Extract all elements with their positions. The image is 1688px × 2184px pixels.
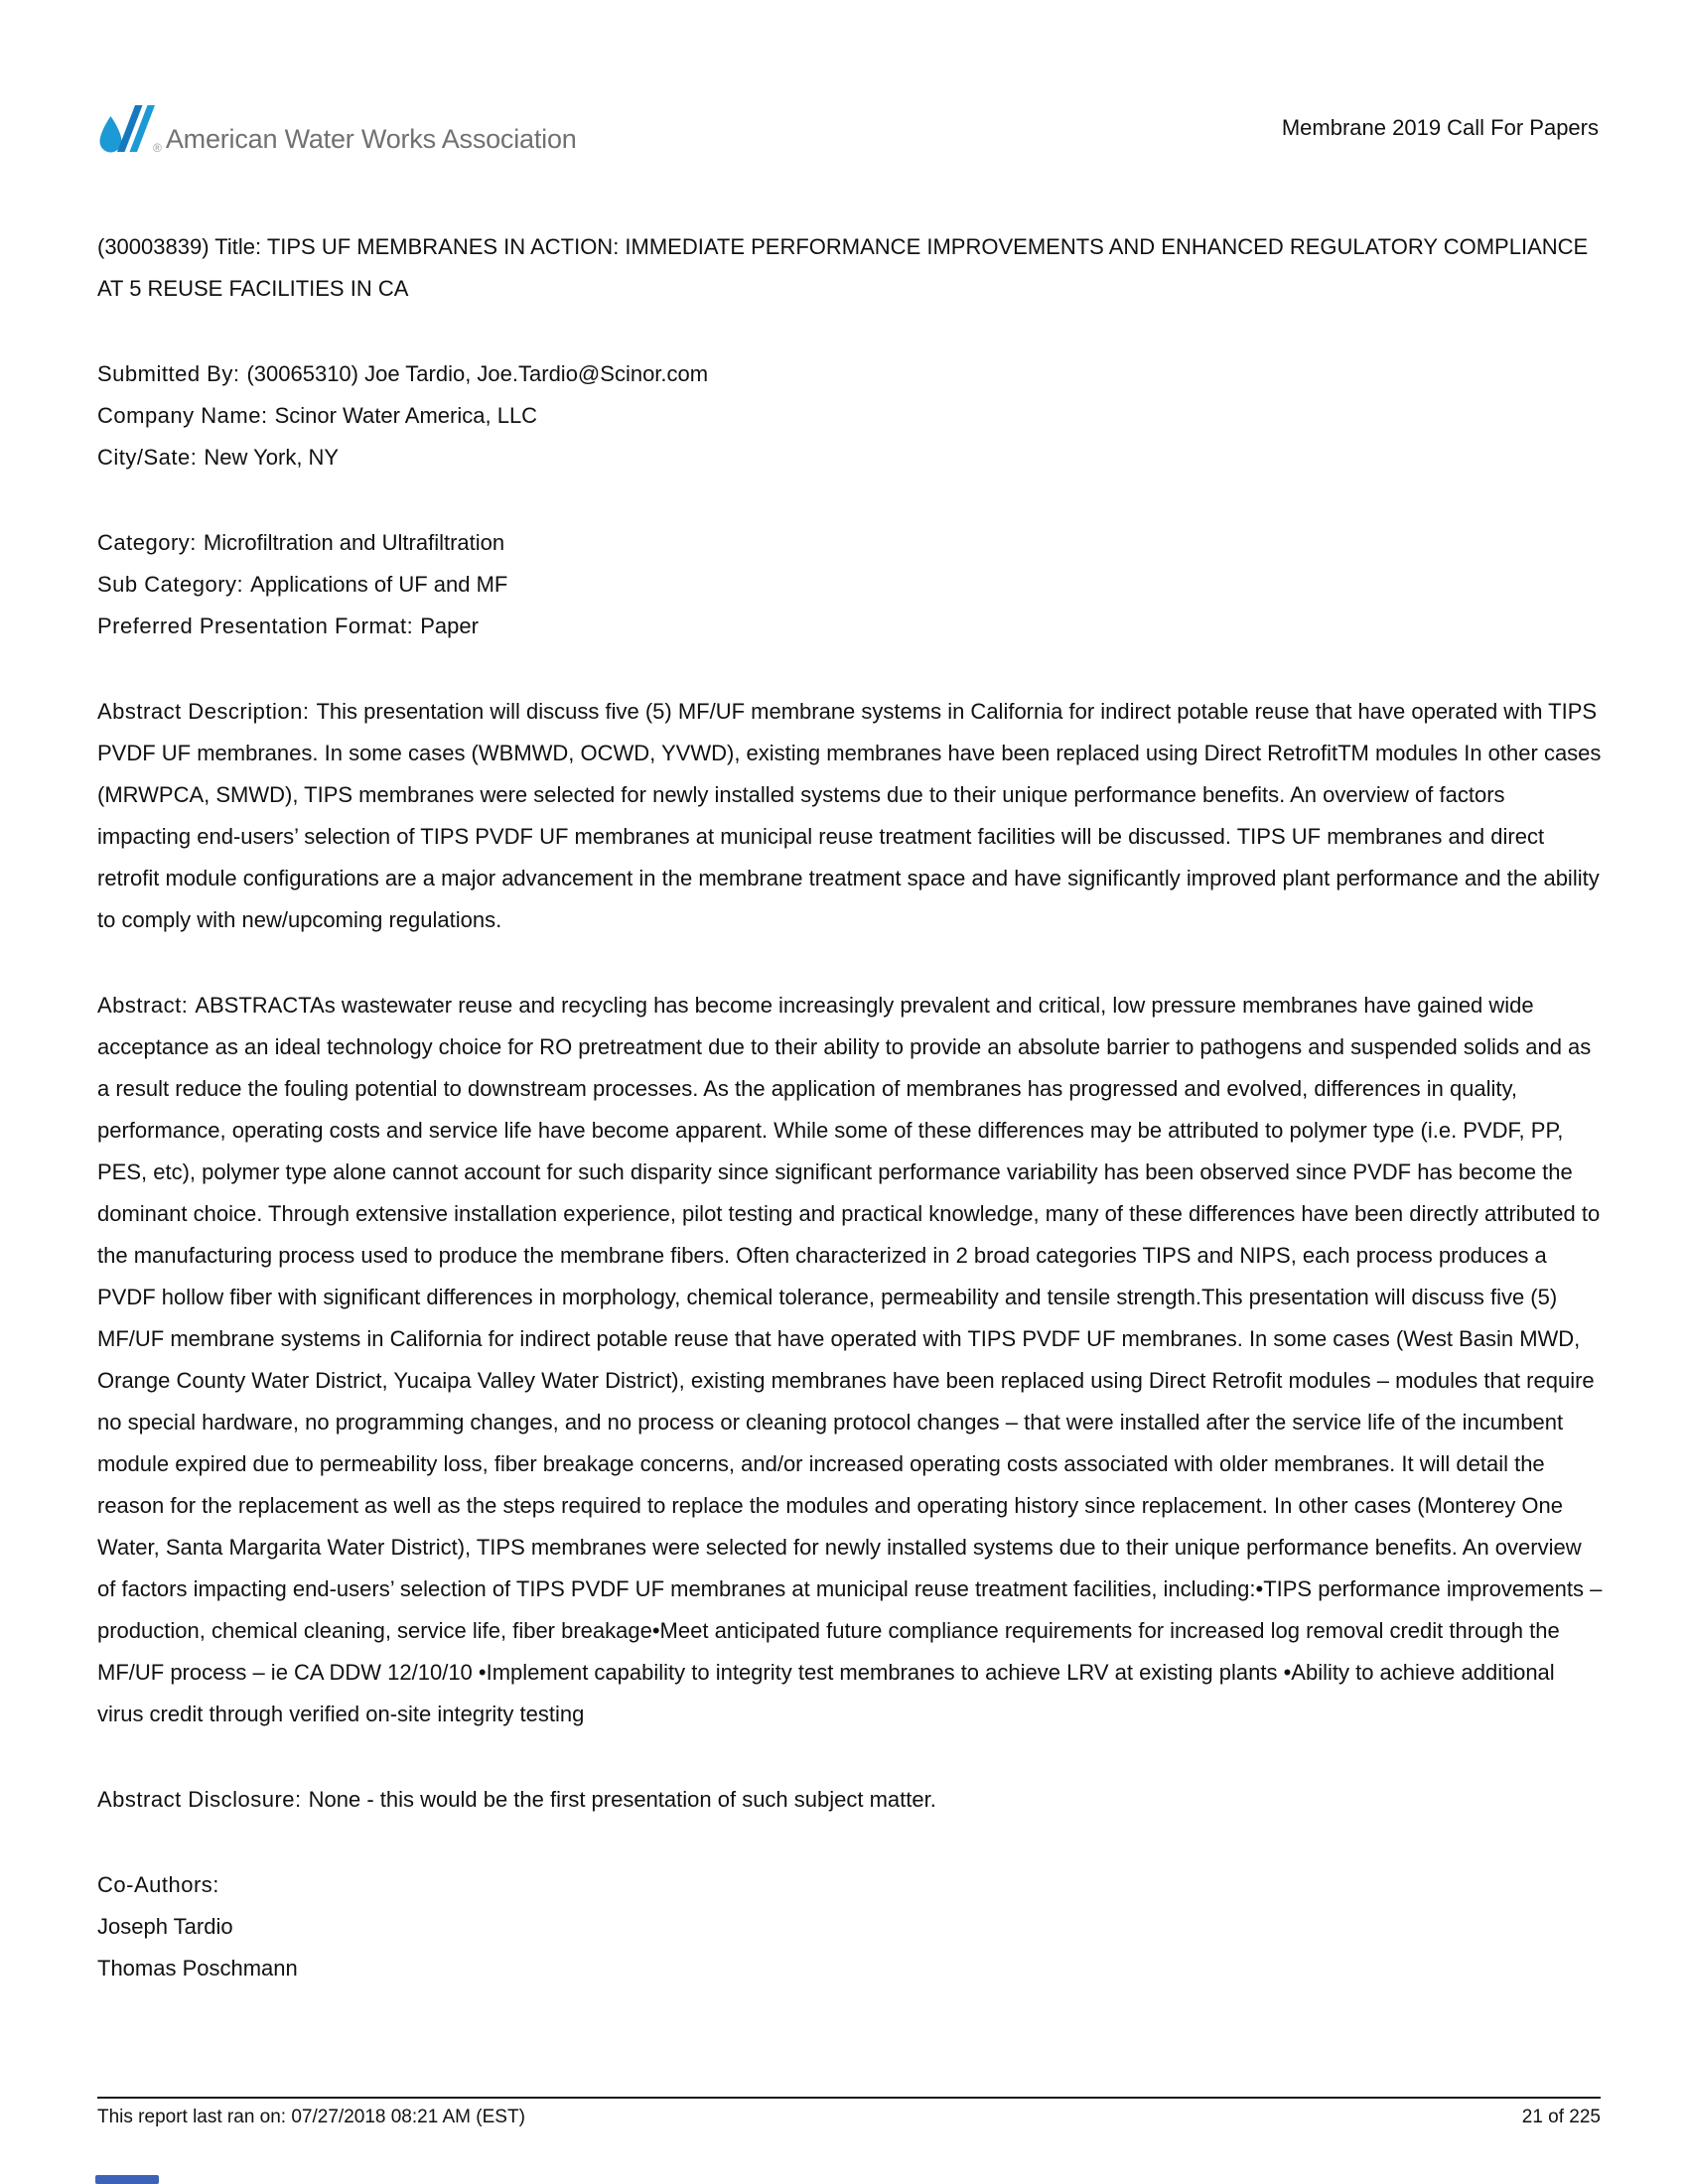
abstract-disclosure-paragraph [97,1779,1603,1821]
footer-divider [97,2097,1601,2099]
coauthor-name: Joseph Tardio [97,1914,233,1939]
page-header [97,103,1599,161]
abstract-disclosure-label: Abstract Disclosure: [97,1787,302,1812]
presentation-format-label: Preferred Presentation Format: [97,614,414,638]
category-label: Category: [97,530,197,555]
classification-info [97,522,1603,647]
coauthor-name: Thomas Poschmann [97,1956,298,1980]
abstract-description-text: This presentation will discuss five (5) MF/UF membrane systems in California for indirect potable reuse that have operated with TIPS PVDF UF membranes. In some cases (WBMWD, OCWD, YVWD), existing membranes have been replaced using Direct RetrofitTM modules In other cases (MRWPCA, SMWD), TIPS membranes were selected for newly installed systems due to their unique performance benefits. An overview of factors impacting end-users’ selection of TIPS PVDF UF membranes at municipal reuse treatment facilities will be discussed. TIPS UF membranes and direct retrofit module configurations are a major advancement in the membrane treatment space and have significantly improved plant performance and the ability to comply with new/upcoming regulations. [97,699,1602,932]
page-footer [97,2107,1601,2128]
submission-info [97,353,1603,478]
report-header-title: Membrane 2019 Call For Papers [1281,115,1599,140]
category-value: Microfiltration and Ultrafiltration [203,530,505,555]
abstract-paragraph [97,985,1603,1735]
abstract-description-paragraph [97,691,1603,941]
submitted-by-label: Submitted By: [97,361,240,386]
org-name-text: American Water Works Association [165,124,577,154]
city-state-value: New York, NY [204,445,340,470]
sub-category-value: Applications of UF and MF [250,572,508,597]
city-state-label: City/Sate: [97,445,198,470]
presentation-format-value: Paper [420,614,479,638]
abstract-title: (30003839) Title: TIPS UF MEMBRANES IN ACTION: IMMEDIATE PERFORMANCE IMPROVEMENTS AND ENHANCED REGULATORY COMPLIANCE AT 5 REUSE FACILITIES IN CA [97,234,1589,301]
report-body [97,226,1603,2033]
submitted-by-value: (30065310) Joe Tardio, Joe.Tardio@Scinor.com [246,361,709,386]
abstract-disclosure-text: None - this would be the first presentation of such subject matter. [308,1787,936,1812]
water-drop-icon [97,103,159,161]
page-edge-artifact [95,2175,159,2184]
coauthors-label: Co-Authors: [97,1872,219,1897]
company-name-value: Scinor Water America, LLC [274,403,538,428]
abstract-description-label: Abstract Description: [97,699,310,724]
awwa-logo [97,103,577,161]
report-last-ran-text: This report last ran on: 07/27/2018 08:21 AM (EST) [97,2107,525,2127]
sub-category-label: Sub Category: [97,572,244,597]
page-number-text: 21 of 225 [1521,2107,1601,2127]
abstract-text: ABSTRACTAs wastewater reuse and recycling has become increasingly prevalent and critical, low pressure membranes have gained wide acceptance as an ideal technology choice for RO pretreatment due to their ability to provide an absolute barrier to pathogens and suspended solids and as a result reduce the fouling potential to downstream processes. As the application of membranes has progressed and evolved, differences in quality, performance, operating costs and service life have become apparent. While some of these differences may be attributed to polymer type (i.e. PVDF, PP, PES, etc), polymer type alone cannot account for such disparity since significant performance variability has been observed since PVDF has become the dominant choice. Through extensive installation experience, pilot testing and practical knowledge, many of these differences have been directly attributed to the manufacturing process used to produce the membrane fibers. Often characterized in 2 broad categories TIPS and NIPS, each process produces a PVDF hollow fiber with significant differences in morphology, chemical tolerance, permeability and tensile strength.This presentation will discuss five (5) MF/UF membrane systems in California for indirect potable reuse that have operated with TIPS PVDF UF membranes. In some cases (West Basin MWD, Orange County Water District, Yucaipa Valley Water District), existing membranes have been replaced using Direct Retrofit modules – modules that require no special hardware, no programming changes, and no process or cleaning protocol changes – that were installed after the service life of the incumbent module expired due to permeability loss, fiber breakage concerns, and/or increased operating costs associated with older membranes. It will detail the reason for the replacement as well as the steps required to replace the modules and operating history since replacement. In other cases (Monterey One Water, Santa Margarita Water District), TIPS membranes were selected for newly installed systems due to their unique performance benefits. An overview of factors impacting end-users’ selection of TIPS PVDF UF membranes at municipal reuse treatment facilities, including:•TIPS performance improvements – production, chemical cleaning, service life, fiber breakage•Meet anticipated future compliance requirements for increased log removal credit through the MF/UF process – ie CA DDW 12/10/10 •Implement capability to integrity test membranes to achieve LRV at existing plants •Ability to achieve additional virus credit through verified on-site integrity testing [97,993,1603,1726]
registered-trademark-symbol: ® [153,141,162,155]
company-name-label: Company Name: [97,403,268,428]
coauthors-section [97,1864,1603,1989]
abstract-label: Abstract: [97,993,189,1018]
